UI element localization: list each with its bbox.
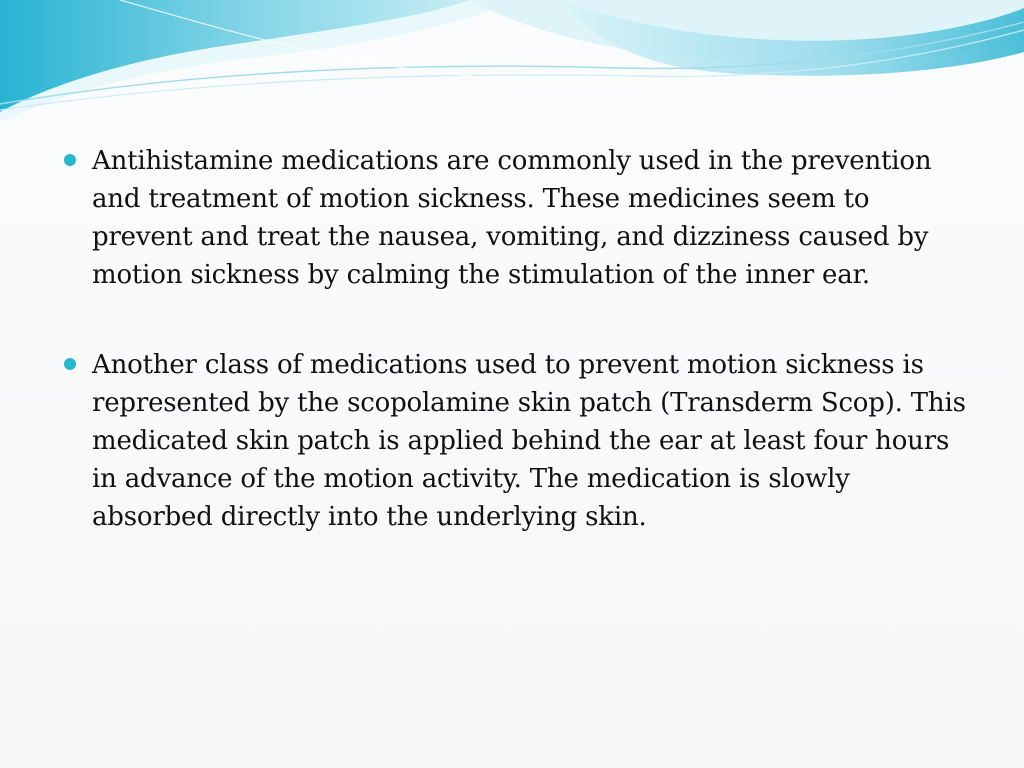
- header-wave-decoration: [0, 0, 1024, 130]
- bullet-text: Antihistamine medications are commonly used in the prevention and treatment of motion sickness. These medicines seem to prevent and treat the nausea, vomiting, and dizziness caused by motion sickness by calming the stimulation of the inner ear.: [92, 146, 932, 290]
- bullet-circle-icon: [64, 154, 76, 166]
- bullet-text: Another class of medications used to prevent motion sickness is represented by the scopolamine skin patch (Transderm Scop). This medicated skin patch is applied behind the ear at least four hours in advance of the motion activity. The medication is slowly absorbed directly into the underlying skin.: [92, 350, 966, 532]
- bullet-item: [62, 142, 972, 294]
- bullet-list: [62, 142, 972, 588]
- bullet-circle-icon: [64, 358, 76, 370]
- bullet-item: [62, 346, 972, 536]
